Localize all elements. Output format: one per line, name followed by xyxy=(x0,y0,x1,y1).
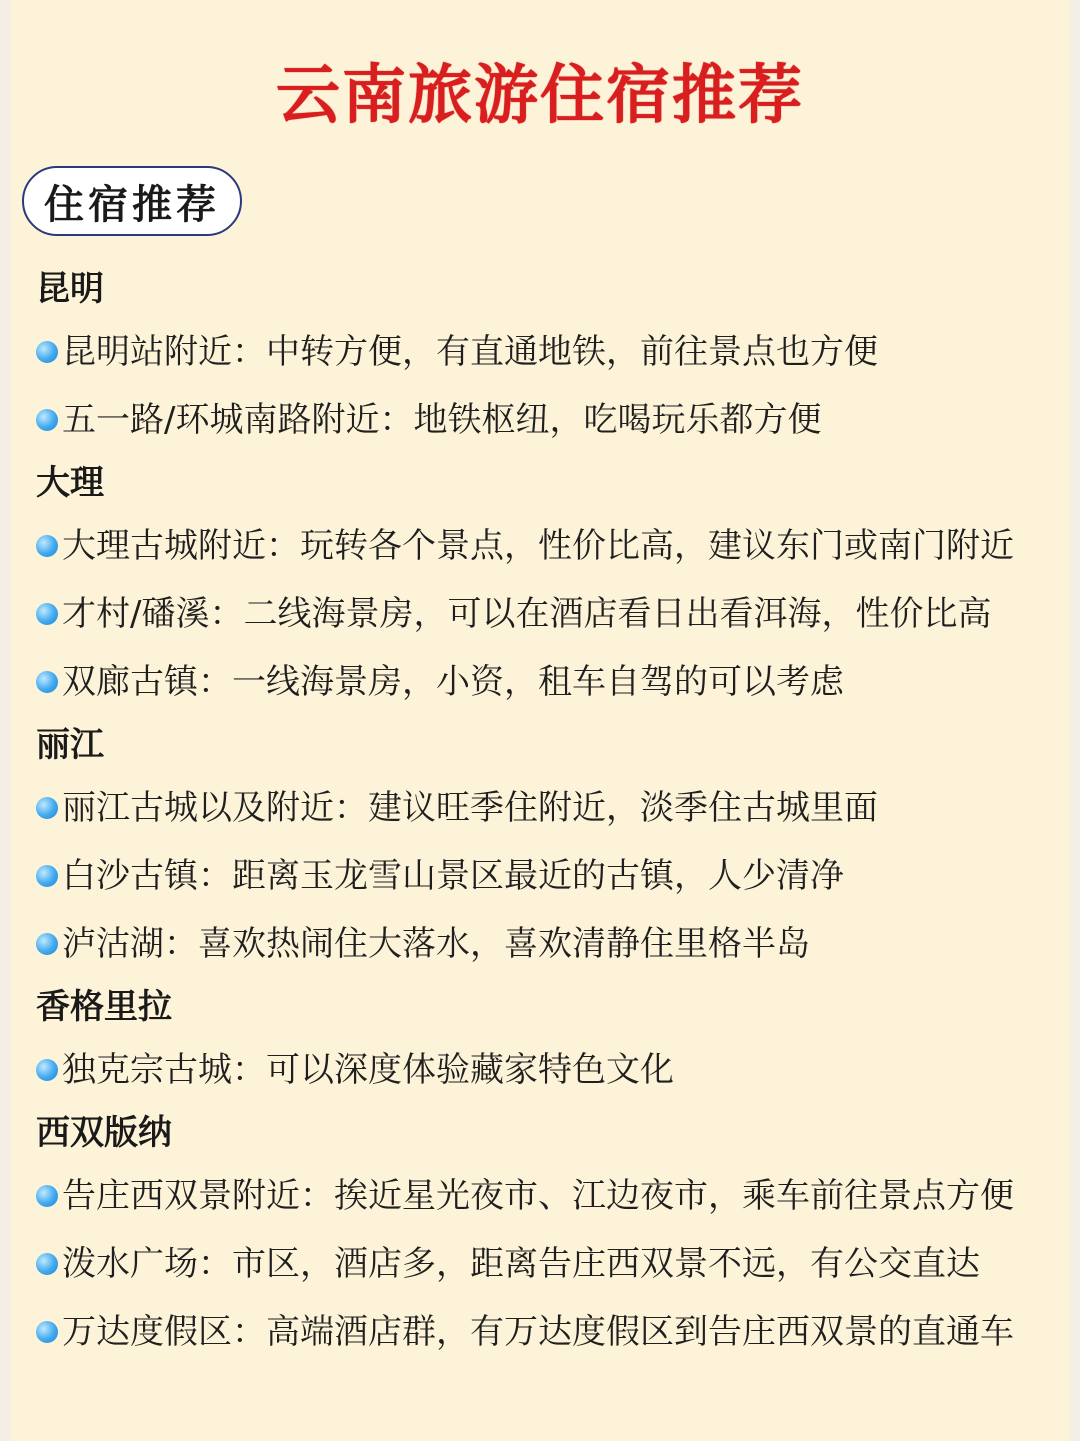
list-item xyxy=(36,1230,1066,1298)
item-text: 万达度假区：高端酒店群，有万达度假区到告庄西双景的直通车 xyxy=(62,1312,1014,1352)
item-text: 大理古城附近：玩转各个景点，性价比高，建议东门或南门附近 xyxy=(62,526,1014,566)
item-text: 白沙古镇：距离玉龙雪山景区最近的古镇，人少清净 xyxy=(62,856,844,896)
item-text: 泼水广场：市区，酒店多，距离告庄西双景不远，有公交直达 xyxy=(62,1244,980,1284)
bullet-dot-icon xyxy=(36,1185,58,1207)
list-item xyxy=(36,648,1066,716)
bullet-dot-icon xyxy=(36,409,58,431)
list-item xyxy=(36,910,1066,978)
item-text: 告庄西双景附近：挨近星光夜市、江边夜市，乘车前往景点方便 xyxy=(62,1176,1014,1216)
bullet-dot-icon xyxy=(36,933,58,955)
list-item xyxy=(36,512,1066,580)
bullet-dot-icon xyxy=(36,1059,58,1081)
list-item xyxy=(36,842,1066,910)
bullet-dot-icon xyxy=(36,341,58,363)
item-text: 双廊古镇：一线海景房，小资，租车自驾的可以考虑 xyxy=(62,662,844,702)
item-text: 丽江古城以及附近：建议旺季住附近，淡季住古城里面 xyxy=(62,788,878,828)
bullet-dot-icon xyxy=(36,865,58,887)
bullet-dot-icon xyxy=(36,671,58,693)
item-text: 泸沽湖：喜欢热闹住大落水，喜欢清静住里格半岛 xyxy=(62,924,810,964)
page-title: 云南旅游住宿推荐 xyxy=(276,59,804,133)
bullet-dot-icon xyxy=(36,1321,58,1343)
item-text: 昆明站附近：中转方便，有直通地铁，前往景点也方便 xyxy=(62,332,878,372)
city-heading-xishuangbanna: 西双版纳 xyxy=(36,1113,172,1153)
list-item xyxy=(36,1036,1066,1104)
city-heading-lijiang: 丽江 xyxy=(36,725,104,765)
bullet-dot-icon xyxy=(36,1253,58,1275)
section-label: 住宿推荐 xyxy=(44,181,220,228)
item-text: 五一路/环城南路附近：地铁枢纽，吃喝玩乐都方便 xyxy=(62,400,822,440)
item-text: 才村/磻溪：二线海景房，可以在酒店看日出看洱海，性价比高 xyxy=(62,594,992,634)
list-item xyxy=(36,1162,1066,1230)
section-label-pill xyxy=(22,166,242,236)
list-item xyxy=(36,1298,1066,1366)
city-heading-dali: 大理 xyxy=(36,463,104,503)
list-item xyxy=(36,774,1066,842)
city-heading-shangri-la: 香格里拉 xyxy=(36,987,172,1027)
bullet-dot-icon xyxy=(36,603,58,625)
bullet-dot-icon xyxy=(36,797,58,819)
list-item xyxy=(36,318,1066,386)
recommendation-list xyxy=(36,260,1066,1366)
list-item xyxy=(36,580,1066,648)
bullet-dot-icon xyxy=(36,535,58,557)
item-text: 独克宗古城：可以深度体验藏家特色文化 xyxy=(62,1050,674,1090)
city-heading-kunming: 昆明 xyxy=(36,269,104,309)
list-item xyxy=(36,386,1066,454)
